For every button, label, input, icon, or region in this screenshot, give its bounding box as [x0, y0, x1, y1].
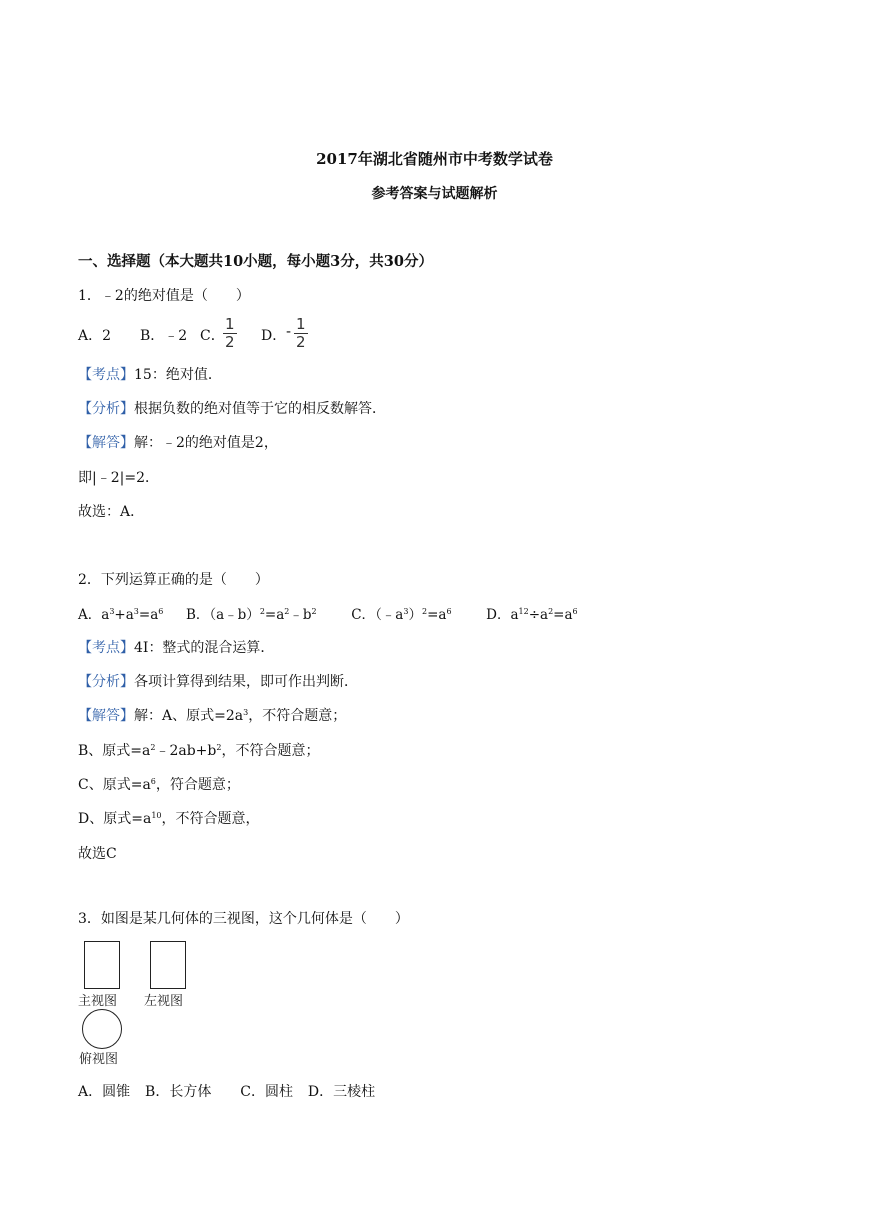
kaodian-tag: 【考点】: [78, 367, 134, 383]
jieda-tag: 【解答】: [78, 435, 134, 451]
q2-fenxi: [78, 671, 358, 691]
q2-option-b: B．$(a﹣b)^2=a^2﹣b^2$: [185, 607, 317, 623]
fraction-denominator: 2: [296, 333, 306, 351]
q1-option-c-label: C．: [200, 328, 225, 344]
q3-stem: 3．如图是某几何体的三视图，这个几何体是（ ）: [78, 911, 409, 927]
q2-option-c: C．$(﹣a^3)^2=a^6$: [351, 607, 452, 623]
front-view-label: 主视图: [78, 994, 118, 1009]
fenxi-text: 根据负数的绝对值等于它的相反数解答．: [134, 401, 386, 417]
q3-option-c: C．圆柱: [240, 1084, 293, 1100]
q1-fenxi: [78, 398, 386, 418]
q1-stem: 1．﹣2的绝对值是（ ）: [78, 288, 250, 304]
q1-option-b: B．﹣2: [140, 328, 188, 344]
q1-jieda: [78, 432, 278, 452]
q2-stem: 2．下列运算正确的是（ ）: [78, 572, 269, 588]
q2-option-d: D．$a^{12}\div a^2=a^6$: [486, 607, 578, 623]
q3-options: [78, 1081, 375, 1101]
top-view-label: 俯视图: [79, 1052, 119, 1067]
q2-jieda: 【解答】解：A、原式$=2a^3$，不符合题意；: [78, 708, 347, 724]
q1-option-a: A．2: [78, 328, 112, 344]
top-view-circle: [82, 1009, 122, 1049]
fenxi-text: 各项计算得到结果，即可作出判断．: [134, 674, 358, 690]
jieda-tag: 【解答】: [78, 708, 134, 724]
left-view-rectangle: [150, 941, 186, 989]
jieda-text: 解：﹣2的绝对值是2，: [134, 435, 278, 451]
q3-option-b: B．长方体: [145, 1084, 212, 1100]
kaodian-text: 4I：整式的混合运算．: [134, 640, 275, 656]
q2-solution-c: C、原式$=a^6$，符合题意；: [78, 777, 240, 793]
q1-option-c-fraction: [223, 316, 237, 351]
q1-option-d-negative-sign: -: [286, 324, 292, 340]
q2-solution-d: D、原式$=a^{10}$，不符合题意，: [78, 811, 260, 827]
fenxi-tag: 【分析】: [78, 401, 134, 417]
q3-option-d: D．三棱柱: [307, 1084, 376, 1100]
q1-answer: 故选：A．: [78, 504, 145, 520]
q2-kaodian: [78, 637, 274, 657]
fraction-numerator: 1: [296, 315, 306, 333]
front-view-rectangle: [84, 941, 120, 989]
left-view-label: 左视图: [144, 994, 184, 1009]
fraction-denominator: 2: [225, 333, 235, 351]
q1-kaodian: [78, 364, 222, 384]
q2-answer: 故选C: [78, 846, 117, 862]
fenxi-tag: 【分析】: [78, 674, 134, 690]
document-title: 2017年湖北省随州市中考数学试卷: [316, 150, 553, 168]
q2-options: [78, 603, 578, 623]
q1-option-d-label: D．: [261, 328, 287, 344]
fraction-numerator: 1: [225, 315, 235, 333]
kaodian-text: 15：绝对值．: [134, 367, 222, 383]
q2-option-a: A．$a^3+a^3=a^6$: [78, 607, 164, 623]
q3-option-a: A．圆锥: [78, 1084, 131, 1100]
q1-option-d-fraction: [294, 316, 308, 351]
kaodian-tag: 【考点】: [78, 640, 134, 656]
document-subtitle: 参考答案与试题解析: [371, 186, 498, 202]
section-heading: 一、选择题（本大题共10小题，每小题3分，共30分）: [78, 253, 433, 270]
q2-solution-b: B、原式$=a^2﹣2ab+b^2$，不符合题意；: [78, 743, 320, 759]
q1-solution-line: 即|﹣2|=2．: [78, 470, 159, 486]
